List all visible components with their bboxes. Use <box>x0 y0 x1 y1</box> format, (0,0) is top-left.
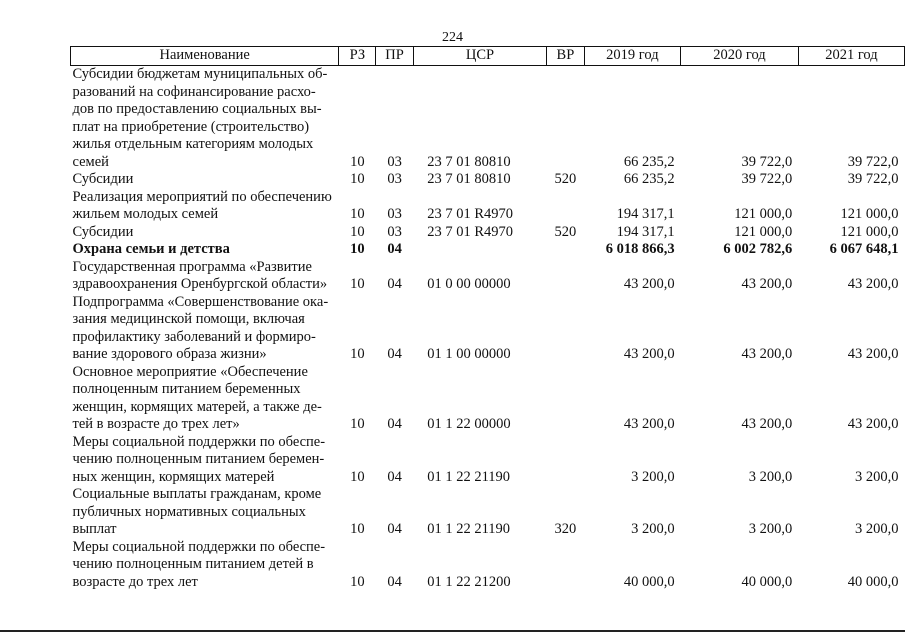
row-name-line: профилактику заболеваний и формиро- <box>72 328 316 345</box>
table-header <box>71 47 905 66</box>
header-vr: ВР <box>547 47 584 66</box>
row-name-line: ных женщин, кормящих матерей <box>72 468 275 485</box>
table-row <box>71 486 905 539</box>
table-row <box>71 434 905 487</box>
row-name <box>71 364 339 434</box>
row-name-line: зания медицинской помощи, включая <box>72 311 305 327</box>
header-csr: ЦСР <box>413 47 547 66</box>
row-name-line: публичных нормативных социальных <box>72 503 306 520</box>
row-csr: 01 1 22 21190 <box>427 468 511 485</box>
row-name-line: чению полноценным питанием детей в <box>72 556 314 572</box>
row-vr <box>547 189 584 224</box>
row-vr <box>547 259 584 294</box>
row-name-line: полноценным питанием беременных <box>72 381 301 397</box>
row-name <box>71 486 339 539</box>
row-2021: 43 200,0 <box>847 346 899 362</box>
bottom-rule <box>0 630 905 632</box>
row-pr: 04 <box>387 416 402 432</box>
table-row <box>71 294 905 364</box>
row-csr: 01 0 00 00000 <box>427 276 511 292</box>
row-2019: 194 317,1 <box>616 223 675 240</box>
row-csr: 23 7 01 80810 <box>427 171 511 187</box>
row-2020: 43 200,0 <box>741 276 793 292</box>
row-pr: 03 <box>387 153 402 170</box>
row-name-line: Охрана семьи и детства <box>72 241 230 257</box>
header-2019: 2019 год <box>584 47 681 66</box>
row-name <box>71 171 339 189</box>
row-name-line: вание здорового образа жизни» <box>72 346 267 362</box>
row-name-line: Реализация мероприятий по обеспечению <box>72 188 332 205</box>
row-name-line: женщин, кормящих матерей, а также де- <box>72 398 322 415</box>
row-pr: 03 <box>387 206 402 222</box>
row-2020: 39 722,0 <box>741 171 793 187</box>
row-2021: 43 200,0 <box>847 416 899 432</box>
row-name-line: Основное мероприятие «Обеспечение <box>72 363 308 380</box>
row-rz: 10 <box>350 206 365 222</box>
row-2019: 66 235,2 <box>623 153 675 170</box>
row-pr: 04 <box>387 276 402 292</box>
row-name-line: жильем молодых семей <box>72 206 219 222</box>
row-name-line: Государственная программа «Развитие <box>72 258 312 275</box>
row-vr <box>547 434 584 487</box>
row-name <box>71 259 339 294</box>
row-vr: 520 <box>554 223 577 240</box>
header-2020: 2020 год <box>681 47 799 66</box>
row-2021: 43 200,0 <box>847 276 899 292</box>
row-name-line: Субсидии бюджетам муниципальных об- <box>72 66 328 82</box>
row-rz: 10 <box>350 468 365 485</box>
row-rz: 10 <box>350 241 365 257</box>
row-name <box>71 294 339 364</box>
table-row <box>71 66 905 172</box>
row-vr <box>547 294 584 364</box>
row-csr: 01 1 22 21200 <box>427 573 511 590</box>
row-2020: 40 000,0 <box>741 573 793 590</box>
row-2020: 43 200,0 <box>741 416 793 432</box>
table-row <box>71 241 905 259</box>
row-rz: 10 <box>350 521 365 537</box>
table-row <box>71 539 905 592</box>
row-name <box>71 66 339 172</box>
row-name <box>71 189 339 224</box>
row-2021: 121 000,0 <box>840 223 899 240</box>
row-2021: 40 000,0 <box>847 573 899 590</box>
row-2019: 66 235,2 <box>623 171 675 187</box>
row-vr: 320 <box>554 521 577 537</box>
row-2020: 39 722,0 <box>741 153 793 170</box>
table-row <box>71 259 905 294</box>
table-row <box>71 364 905 434</box>
row-name <box>71 539 339 592</box>
row-vr <box>547 364 584 434</box>
row-csr <box>413 241 547 259</box>
page-number: 224 <box>442 30 463 45</box>
row-name-line: Субсидии <box>72 171 134 187</box>
row-rz: 10 <box>350 573 365 590</box>
row-2021: 6 067 648,1 <box>829 241 899 257</box>
row-csr: 01 1 22 00000 <box>427 416 511 432</box>
row-pr: 04 <box>387 346 402 362</box>
row-pr: 04 <box>387 521 402 537</box>
row-name <box>71 241 339 259</box>
row-name-line: выплат <box>72 521 117 537</box>
row-vr <box>547 539 584 592</box>
row-pr: 04 <box>387 241 402 257</box>
row-2020: 43 200,0 <box>741 346 793 362</box>
row-2021: 3 200,0 <box>855 468 899 485</box>
row-name-line: здравоохранения Оренбургской области» <box>72 276 328 292</box>
row-name-line: плат на приобретение (строительство) <box>72 118 310 135</box>
row-csr: 23 7 01 80810 <box>427 153 511 170</box>
header-2021: 2021 год <box>798 47 904 66</box>
budget-table <box>70 46 905 591</box>
row-2021: 121 000,0 <box>840 206 899 222</box>
row-rz: 10 <box>350 416 365 432</box>
row-name-line: тей в возрасте до трех лет» <box>72 416 240 432</box>
row-name-line: Социальные выплаты гражданам, кроме <box>72 486 322 502</box>
header-rz: РЗ <box>339 47 376 66</box>
row-name-line: жилья отдельным категориям молодых <box>72 136 314 152</box>
header-name: Наименование <box>71 47 339 66</box>
row-csr: 23 7 01 R4970 <box>427 223 513 240</box>
row-2019: 3 200,0 <box>631 521 675 537</box>
row-rz: 10 <box>350 153 365 170</box>
row-name-line: разований на софинансирование расхо- <box>72 83 316 100</box>
row-2021: 39 722,0 <box>847 153 899 170</box>
row-name-line: семей <box>72 153 109 170</box>
row-2021: 39 722,0 <box>847 171 899 187</box>
row-2019: 43 200,0 <box>623 416 675 432</box>
row-name-line: Меры социальной поддержки по обеспе- <box>72 538 326 555</box>
row-2020: 3 200,0 <box>748 521 793 537</box>
table-row <box>71 189 905 224</box>
table-row <box>71 224 905 242</box>
table-row <box>71 171 905 189</box>
row-2020: 121 000,0 <box>734 223 793 240</box>
row-rz: 10 <box>350 276 365 292</box>
row-2019: 43 200,0 <box>623 276 675 292</box>
header-pr: ПР <box>376 47 413 66</box>
row-rz: 10 <box>350 223 365 240</box>
row-2019: 40 000,0 <box>623 573 675 590</box>
row-name <box>71 434 339 487</box>
row-vr <box>547 241 584 259</box>
row-name <box>71 224 339 242</box>
row-2019: 43 200,0 <box>623 346 675 362</box>
row-pr: 03 <box>387 171 402 187</box>
row-rz: 10 <box>350 171 365 187</box>
row-pr: 04 <box>387 573 402 590</box>
row-name-line: дов по предоставлению социальных вы- <box>72 101 322 117</box>
row-rz: 10 <box>350 346 365 362</box>
row-vr: 520 <box>554 171 577 187</box>
row-csr: 01 1 00 00000 <box>427 346 511 362</box>
row-2020: 6 002 782,6 <box>723 241 793 257</box>
row-pr: 03 <box>387 223 402 240</box>
row-2020: 3 200,0 <box>748 468 793 485</box>
row-name-line: Подпрограмма «Совершенствование ока- <box>72 293 329 310</box>
row-2019: 3 200,0 <box>631 468 675 485</box>
row-name-line: возрасте до трех лет <box>72 573 198 590</box>
row-name-line: Субсидии <box>72 223 134 240</box>
row-vr <box>547 66 584 172</box>
row-2021: 3 200,0 <box>855 521 899 537</box>
row-csr: 23 7 01 R4970 <box>427 206 513 222</box>
table-body <box>71 66 905 592</box>
row-2020: 121 000,0 <box>734 206 793 222</box>
row-2019: 6 018 866,3 <box>605 241 675 257</box>
row-name-line: чению полноценным питанием беремен- <box>72 451 325 467</box>
row-name-line: Меры социальной поддержки по обеспе- <box>72 433 326 450</box>
row-2019: 194 317,1 <box>616 206 675 222</box>
row-pr: 04 <box>387 468 402 485</box>
row-csr: 01 1 22 21190 <box>427 521 511 537</box>
